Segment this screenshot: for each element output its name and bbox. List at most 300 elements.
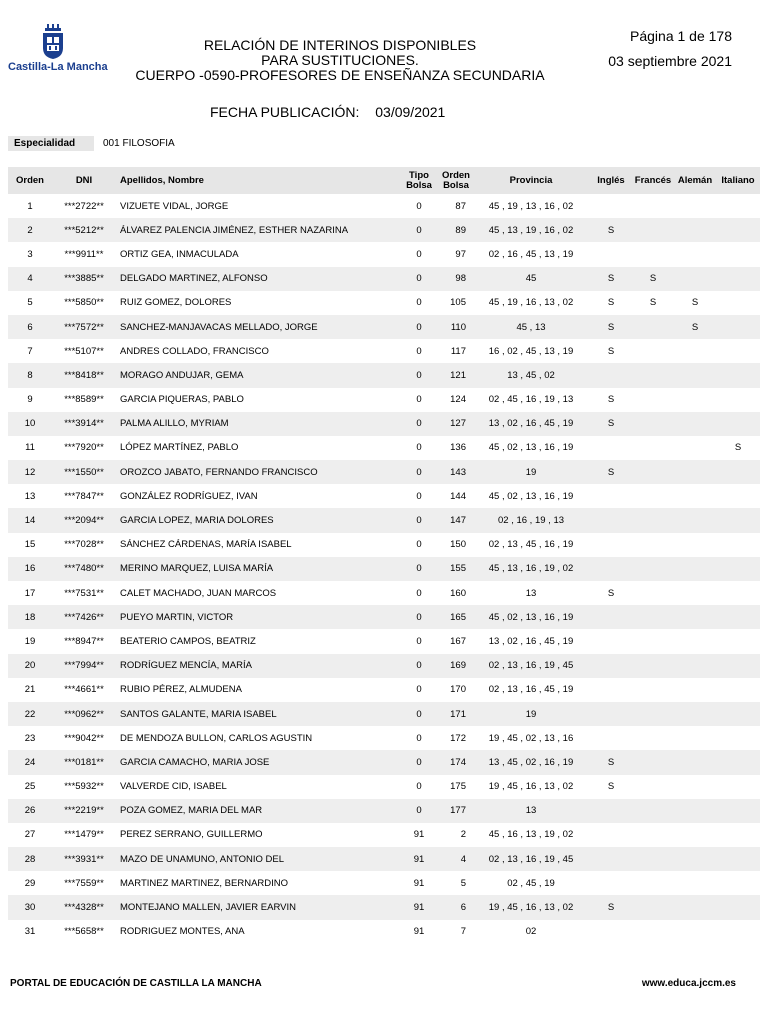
cell-orden-bolsa: 121 <box>440 363 472 387</box>
cell-frances <box>632 363 674 387</box>
cell-nombre: CALET MACHADO, JUAN MARCOS <box>120 587 277 599</box>
cell-orden-bolsa: 169 <box>440 654 472 678</box>
cell-nombre: MORAGO ANDUJAR, GEMA <box>116 363 398 387</box>
cell-aleman <box>674 242 716 266</box>
col-header-orden-bolsa-line-1: Orden <box>442 169 470 181</box>
cell-italiano <box>716 654 760 678</box>
cell-aleman <box>674 581 716 605</box>
cell-frances <box>632 194 674 218</box>
cell-orden-bolsa: 5 <box>460 877 466 889</box>
cell-frances <box>632 823 674 847</box>
cell-nombre: GONZÁLEZ RODRÍGUEZ, IVAN <box>120 490 258 502</box>
cell-frances <box>632 218 674 242</box>
cell-tipo-bolsa: 0 <box>398 218 440 242</box>
cell-orden-bolsa: 144 <box>450 490 466 502</box>
cell-orden: 23 <box>24 732 36 744</box>
table-row <box>8 750 760 774</box>
table-row <box>8 315 760 339</box>
cell-orden-bolsa: 6 <box>440 895 472 919</box>
cell-nombre: RODRÍGUEZ MENCÍA, MARÍA <box>116 654 398 678</box>
title-line-3: CUERPO -0590-PROFESORES DE ENSEÑANZA SECUNDARIA <box>135 67 545 83</box>
cell-provincia: 13 , 02 , 16 , 45 , 19 <box>488 635 574 647</box>
col-header-aleman: Alemán <box>674 167 716 194</box>
cell-italiano <box>716 315 760 339</box>
table-row <box>8 388 760 412</box>
cell-nombre: PALMA ALILLO, MYRIAM <box>116 412 398 436</box>
cell-ingles: S <box>590 267 632 291</box>
table-row <box>8 920 760 944</box>
cell-orden: 14 <box>8 508 52 532</box>
document-title <box>110 38 570 83</box>
cell-dni: ***8418** <box>52 363 116 387</box>
cell-dni: ***7847** <box>64 490 104 502</box>
cell-frances <box>632 775 674 799</box>
cell-dni: ***7426** <box>52 605 116 629</box>
col-header-orden-bolsa <box>440 167 472 194</box>
logo <box>8 24 108 73</box>
table-row <box>8 726 760 750</box>
cell-dni: ***7531** <box>64 587 104 599</box>
cell-aleman <box>674 363 716 387</box>
cell-tipo-bolsa: 91 <box>413 829 425 841</box>
cell-italiano <box>716 339 760 363</box>
cell-ingles <box>590 871 632 895</box>
cell-aleman <box>674 871 716 895</box>
cell-aleman <box>674 508 716 532</box>
cell-italiano <box>716 629 760 653</box>
cell-orden-bolsa: 167 <box>450 635 466 647</box>
cell-orden: 7 <box>27 345 33 357</box>
cell-ingles <box>590 242 632 266</box>
table-row <box>8 291 760 315</box>
cell-orden-bolsa: 110 <box>440 315 472 339</box>
cell-tipo-bolsa: 0 <box>416 394 422 406</box>
cell-aleman <box>674 218 716 242</box>
cell-italiano <box>716 242 760 266</box>
cell-dni: ***3914** <box>52 412 116 436</box>
cell-nombre: PEREZ SERRANO, GUILLERMO <box>120 829 263 841</box>
interinos-table <box>8 167 760 944</box>
cell-tipo-bolsa: 0 <box>398 799 440 823</box>
cell-provincia: 45 , 02 , 13 , 16 , 19 <box>472 605 590 629</box>
cell-nombre: SANCHEZ-MANJAVACAS MELLADO, JORGE <box>116 315 398 339</box>
cell-frances <box>632 702 674 726</box>
especialidad <box>8 136 175 151</box>
cell-provincia: 45 , 02 , 13 , 16 , 19 <box>488 490 574 502</box>
cell-ingles: S <box>590 895 632 919</box>
col-header-tipo-line-2: Bolsa <box>406 179 432 191</box>
cell-orden: 29 <box>24 877 36 889</box>
cell-ingles <box>590 436 632 460</box>
cell-ingles <box>590 557 632 581</box>
cell-aleman <box>674 726 716 750</box>
cell-dni: ***8589** <box>64 394 104 406</box>
cell-provincia: 19 , 45 , 16 , 13 , 02 <box>472 895 590 919</box>
cell-italiano <box>716 557 760 581</box>
cell-frances <box>632 436 674 460</box>
cell-dni: ***4328** <box>52 895 116 919</box>
cell-provincia: 45 , 02 , 13 , 16 , 19 <box>488 442 574 454</box>
cell-orden: 16 <box>8 557 52 581</box>
table-row <box>8 799 760 823</box>
cell-aleman <box>674 654 716 678</box>
cell-italiano <box>716 750 760 774</box>
cell-frances <box>632 460 674 484</box>
cell-italiano <box>716 194 760 218</box>
title-line-2: PARA SUSTITUCIONES. <box>261 52 419 68</box>
cell-italiano <box>716 678 760 702</box>
cell-orden: 17 <box>24 587 36 599</box>
table-row <box>8 218 760 242</box>
footer-portal-name: PORTAL DE EDUCACIÓN DE CASTILLA LA MANCHA <box>10 978 262 989</box>
cell-nombre: OROZCO JABATO, FERNANDO FRANCISCO <box>116 460 398 484</box>
cell-tipo-bolsa: 0 <box>398 557 440 581</box>
cell-provincia: 45 , 19 , 13 , 16 , 02 <box>488 200 574 212</box>
col-header-dni: DNI <box>52 167 116 194</box>
cell-dni: ***2722** <box>64 200 104 212</box>
cell-frances <box>632 412 674 436</box>
cell-provincia: 02 , 13 , 16 , 45 , 19 <box>488 684 574 696</box>
cell-dni: ***7559** <box>64 877 104 889</box>
cell-nombre: MONTEJANO MALLEN, JAVIER EARVIN <box>116 895 398 919</box>
cell-orden: 18 <box>8 605 52 629</box>
cell-nombre: PUEYO MARTIN, VICTOR <box>116 605 398 629</box>
table-row <box>8 654 760 678</box>
col-header-frances: Francés <box>632 167 674 194</box>
cell-tipo-bolsa: 91 <box>413 926 425 938</box>
cell-ingles: S <box>590 460 632 484</box>
cell-dni: ***1479** <box>64 829 104 841</box>
cell-italiano <box>716 388 760 412</box>
cell-provincia: 02 , 16 , 45 , 13 , 19 <box>488 248 574 260</box>
cell-aleman <box>674 194 716 218</box>
cell-provincia: 13 <box>525 587 537 599</box>
cell-orden: 1 <box>27 200 33 212</box>
cell-provincia: 02 , 13 , 16 , 19 , 45 <box>472 847 590 871</box>
table-row <box>8 605 760 629</box>
cell-orden-bolsa: 98 <box>440 267 472 291</box>
cell-tipo-bolsa: 91 <box>413 877 425 889</box>
cell-nombre: LÓPEZ MARTÍNEZ, PABLO <box>120 442 239 454</box>
cell-dni: ***5850** <box>64 297 104 309</box>
cell-provincia: 45 , 13 <box>472 315 590 339</box>
publication-date-value: 03/09/2021 <box>375 104 446 120</box>
cell-frances <box>632 750 674 774</box>
cell-orden-bolsa: 124 <box>450 394 466 406</box>
table-row <box>8 267 760 291</box>
cell-ingles <box>590 194 632 218</box>
cell-tipo-bolsa: 91 <box>398 847 440 871</box>
cell-orden-bolsa: 155 <box>440 557 472 581</box>
cell-dni: ***7572** <box>52 315 116 339</box>
cell-frances <box>632 339 674 363</box>
footer-website: www.educa.jccm.es <box>641 978 736 989</box>
cell-italiano <box>716 895 760 919</box>
cell-dni: ***0181** <box>52 750 116 774</box>
cell-orden-bolsa: 4 <box>440 847 472 871</box>
cell-aleman: S <box>674 315 716 339</box>
cell-dni: ***8947** <box>64 635 104 647</box>
cell-frances: S <box>632 267 674 291</box>
cell-orden-bolsa: 172 <box>450 732 466 744</box>
cell-orden: 30 <box>8 895 52 919</box>
cell-dni: ***3885** <box>52 267 116 291</box>
cell-tipo-bolsa: 0 <box>416 442 422 454</box>
cell-orden-bolsa: 2 <box>460 829 466 841</box>
cell-provincia: 45 , 16 , 13 , 19 , 02 <box>488 829 574 841</box>
cell-orden: 15 <box>24 539 36 551</box>
cell-orden: 11 <box>25 442 35 454</box>
cell-nombre: RODRIGUEZ MONTES, ANA <box>120 926 245 938</box>
cell-nombre: VIZUETE VIDAL, JORGE <box>120 200 229 212</box>
cell-orden-bolsa: 174 <box>440 750 472 774</box>
cell-frances <box>632 678 674 702</box>
cell-frances <box>632 605 674 629</box>
table-row <box>8 557 760 581</box>
table-row <box>8 242 760 266</box>
table-row <box>8 871 760 895</box>
cell-aleman <box>674 460 716 484</box>
cell-orden: 10 <box>8 412 52 436</box>
page-number: Página 1 de 178 <box>630 28 732 44</box>
cell-ingles: S <box>590 218 632 242</box>
cell-orden: 3 <box>27 248 33 260</box>
cell-tipo-bolsa: 0 <box>398 508 440 532</box>
cell-provincia: 19 , 45 , 16 , 13 , 02 <box>488 781 574 793</box>
table-row <box>8 412 760 436</box>
cell-aleman <box>674 267 716 291</box>
cell-ingles: S <box>607 345 615 357</box>
cell-orden-bolsa: 171 <box>440 702 472 726</box>
cell-dni: ***9911** <box>64 248 104 260</box>
cell-provincia: 02 , 45 , 16 , 19 , 13 <box>488 394 574 406</box>
cell-nombre: MARTINEZ MARTINEZ, BERNARDINO <box>120 877 289 889</box>
cell-nombre: GARCIA CAMACHO, MARIA JOSE <box>116 750 398 774</box>
cell-ingles: S <box>590 315 632 339</box>
table-row <box>8 702 760 726</box>
cell-italiano <box>716 363 760 387</box>
table-row <box>8 775 760 799</box>
cell-frances <box>632 799 674 823</box>
cell-dni: ***7920** <box>64 442 104 454</box>
table-row <box>8 678 760 702</box>
table-row <box>8 823 760 847</box>
cell-dni: ***7028** <box>64 539 104 551</box>
cell-nombre: ÁLVAREZ PALENCIA JIMÉNEZ, ESTHER NAZARINA <box>116 218 398 242</box>
cell-ingles: S <box>607 781 615 793</box>
cell-tipo-bolsa: 0 <box>398 654 440 678</box>
cell-orden-bolsa: 136 <box>450 442 466 454</box>
cell-aleman <box>674 436 716 460</box>
cell-orden-bolsa: 127 <box>440 412 472 436</box>
table-row <box>8 363 760 387</box>
cell-nombre: GARCIA LOPEZ, MARIA DOLORES <box>116 508 398 532</box>
cell-dni: ***2094** <box>52 508 116 532</box>
cell-provincia: 19 <box>472 702 590 726</box>
cell-nombre: VALVERDE CID, ISABEL <box>120 781 227 793</box>
col-header-italiano: Italiano <box>716 167 760 194</box>
cell-frances <box>632 508 674 532</box>
cell-orden-bolsa: 97 <box>455 248 466 260</box>
castilla-la-mancha-crest-icon <box>40 24 66 60</box>
cell-italiano <box>716 533 760 557</box>
cell-ingles <box>590 629 632 653</box>
cell-tipo-bolsa: 0 <box>398 412 440 436</box>
table-row <box>8 436 760 460</box>
cell-provincia: 45 <box>472 267 590 291</box>
cell-dni: ***5658** <box>64 926 104 938</box>
cell-italiano <box>716 412 760 436</box>
cell-dni: ***5932** <box>64 781 104 793</box>
table-row <box>8 460 760 484</box>
cell-nombre: ANDRES COLLADO, FRANCISCO <box>120 345 269 357</box>
cell-provincia: 02 , 13 , 16 , 19 , 45 <box>472 654 590 678</box>
cell-tipo-bolsa: 0 <box>398 460 440 484</box>
cell-orden: 5 <box>27 297 33 309</box>
cell-nombre: ORTIZ GEA, INMACULADA <box>120 248 239 260</box>
table-row <box>8 194 760 218</box>
publication-date-label: FECHA PUBLICACIÓN: <box>210 104 360 120</box>
cell-frances <box>632 871 674 895</box>
cell-provincia: 45 , 19 , 16 , 13 , 02 <box>488 297 574 309</box>
cell-aleman <box>674 750 716 774</box>
cell-provincia: 02 <box>525 926 537 938</box>
cell-dni: ***4661** <box>64 684 104 696</box>
cell-aleman <box>674 702 716 726</box>
cell-orden-bolsa: 7 <box>460 926 466 938</box>
cell-frances <box>632 315 674 339</box>
cell-provincia: 19 , 45 , 02 , 13 , 16 <box>488 732 574 744</box>
cell-ingles: S <box>590 750 632 774</box>
cell-orden: 2 <box>8 218 52 242</box>
cell-provincia: 45 , 13 , 16 , 19 , 02 <box>472 557 590 581</box>
cell-provincia: 13 <box>472 799 590 823</box>
cell-tipo-bolsa: 0 <box>398 315 440 339</box>
col-header-tipo-line-1: Tipo <box>409 169 429 181</box>
cell-aleman <box>674 605 716 629</box>
cell-tipo-bolsa: 0 <box>416 490 422 502</box>
cell-frances <box>632 920 674 944</box>
cell-orden: 12 <box>8 460 52 484</box>
cell-ingles: S <box>590 412 632 436</box>
cell-dni: ***1550** <box>52 460 116 484</box>
cell-frances <box>632 484 674 508</box>
cell-ingles: S <box>607 394 615 406</box>
cell-orden-bolsa: 160 <box>450 587 466 599</box>
cell-frances <box>632 557 674 581</box>
cell-dni: ***7994** <box>52 654 116 678</box>
cell-ingles <box>590 508 632 532</box>
publication-date <box>210 104 445 120</box>
cell-aleman <box>674 823 716 847</box>
cell-dni: ***9042** <box>64 732 104 744</box>
cell-provincia: 19 <box>472 460 590 484</box>
cell-provincia: 16 , 02 , 45 , 13 , 19 <box>488 345 574 357</box>
cell-tipo-bolsa: 0 <box>398 605 440 629</box>
cell-nombre: SÁNCHEZ CÁRDENAS, MARÍA ISABEL <box>120 539 292 551</box>
table-row <box>8 484 760 508</box>
cell-nombre: POZA GOMEZ, MARIA DEL MAR <box>116 799 398 823</box>
cell-aleman: S <box>691 297 699 309</box>
cell-orden-bolsa: 177 <box>440 799 472 823</box>
table-row <box>8 895 760 919</box>
table-row <box>8 847 760 871</box>
cell-nombre: MERINO MARQUEZ, LUISA MARÍA <box>116 557 398 581</box>
cell-provincia: 02 , 13 , 45 , 16 , 19 <box>488 539 574 551</box>
cell-orden-bolsa: 150 <box>450 539 466 551</box>
cell-provincia: 02 , 16 , 19 , 13 <box>472 508 590 532</box>
cell-tipo-bolsa: 0 <box>416 587 422 599</box>
cell-tipo-bolsa: 0 <box>398 702 440 726</box>
cell-tipo-bolsa: 0 <box>416 781 422 793</box>
report-date: 03 septiembre 2021 <box>608 53 732 69</box>
page-info <box>608 24 732 74</box>
cell-ingles <box>590 847 632 871</box>
cell-frances <box>632 726 674 750</box>
cell-aleman <box>674 895 716 919</box>
cell-tipo-bolsa: 0 <box>416 297 422 309</box>
cell-italiano <box>716 484 760 508</box>
cell-dni: ***3931** <box>52 847 116 871</box>
cell-orden: 24 <box>8 750 52 774</box>
cell-frances: S <box>649 297 657 309</box>
cell-tipo-bolsa: 0 <box>416 248 422 260</box>
cell-tipo-bolsa: 0 <box>398 267 440 291</box>
cell-nombre: DELGADO MARTINEZ, ALFONSO <box>116 267 398 291</box>
especialidad-value: 001 FILOSOFIA <box>103 138 175 149</box>
cell-provincia: 02 , 45 , 19 <box>507 877 555 889</box>
col-header-nombre: Apellidos, Nombre <box>116 167 398 194</box>
cell-nombre: SANTOS GALANTE, MARIA ISABEL <box>116 702 398 726</box>
cell-orden-bolsa: 89 <box>440 218 472 242</box>
table-row <box>8 581 760 605</box>
cell-italiano <box>716 823 760 847</box>
cell-orden: 26 <box>8 799 52 823</box>
cell-tipo-bolsa: 0 <box>416 635 422 647</box>
cell-orden-bolsa: 165 <box>440 605 472 629</box>
table-header-row <box>8 167 760 194</box>
cell-orden-bolsa: 175 <box>450 781 466 793</box>
cell-frances <box>632 654 674 678</box>
cell-italiano <box>716 581 760 605</box>
cell-nombre: DE MENDOZA BULLON, CARLOS AGUSTIN <box>120 732 313 744</box>
cell-tipo-bolsa: 0 <box>398 750 440 774</box>
cell-frances <box>632 895 674 919</box>
cell-dni: ***5107** <box>64 345 104 357</box>
col-header-orden: Orden <box>8 167 52 194</box>
title-line-1: RELACIÓN DE INTERINOS DISPONIBLES <box>203 37 477 53</box>
cell-italiano: S <box>734 442 742 454</box>
table-row <box>8 508 760 532</box>
cell-italiano <box>716 702 760 726</box>
cell-nombre: RUIZ GOMEZ, DOLORES <box>120 297 232 309</box>
cell-italiano <box>716 726 760 750</box>
cell-ingles <box>590 726 632 750</box>
cell-dni: ***0962** <box>52 702 116 726</box>
cell-aleman <box>674 533 716 557</box>
table-row <box>8 339 760 363</box>
cell-orden: 9 <box>27 394 33 406</box>
cell-frances <box>632 629 674 653</box>
col-header-provincia: Provincia <box>472 167 590 194</box>
cell-orden: 13 <box>24 490 36 502</box>
cell-aleman <box>674 339 716 363</box>
cell-frances <box>632 533 674 557</box>
cell-orden: 19 <box>24 635 36 647</box>
cell-orden-bolsa: 87 <box>455 200 466 212</box>
table-row <box>8 533 760 557</box>
cell-aleman <box>674 557 716 581</box>
